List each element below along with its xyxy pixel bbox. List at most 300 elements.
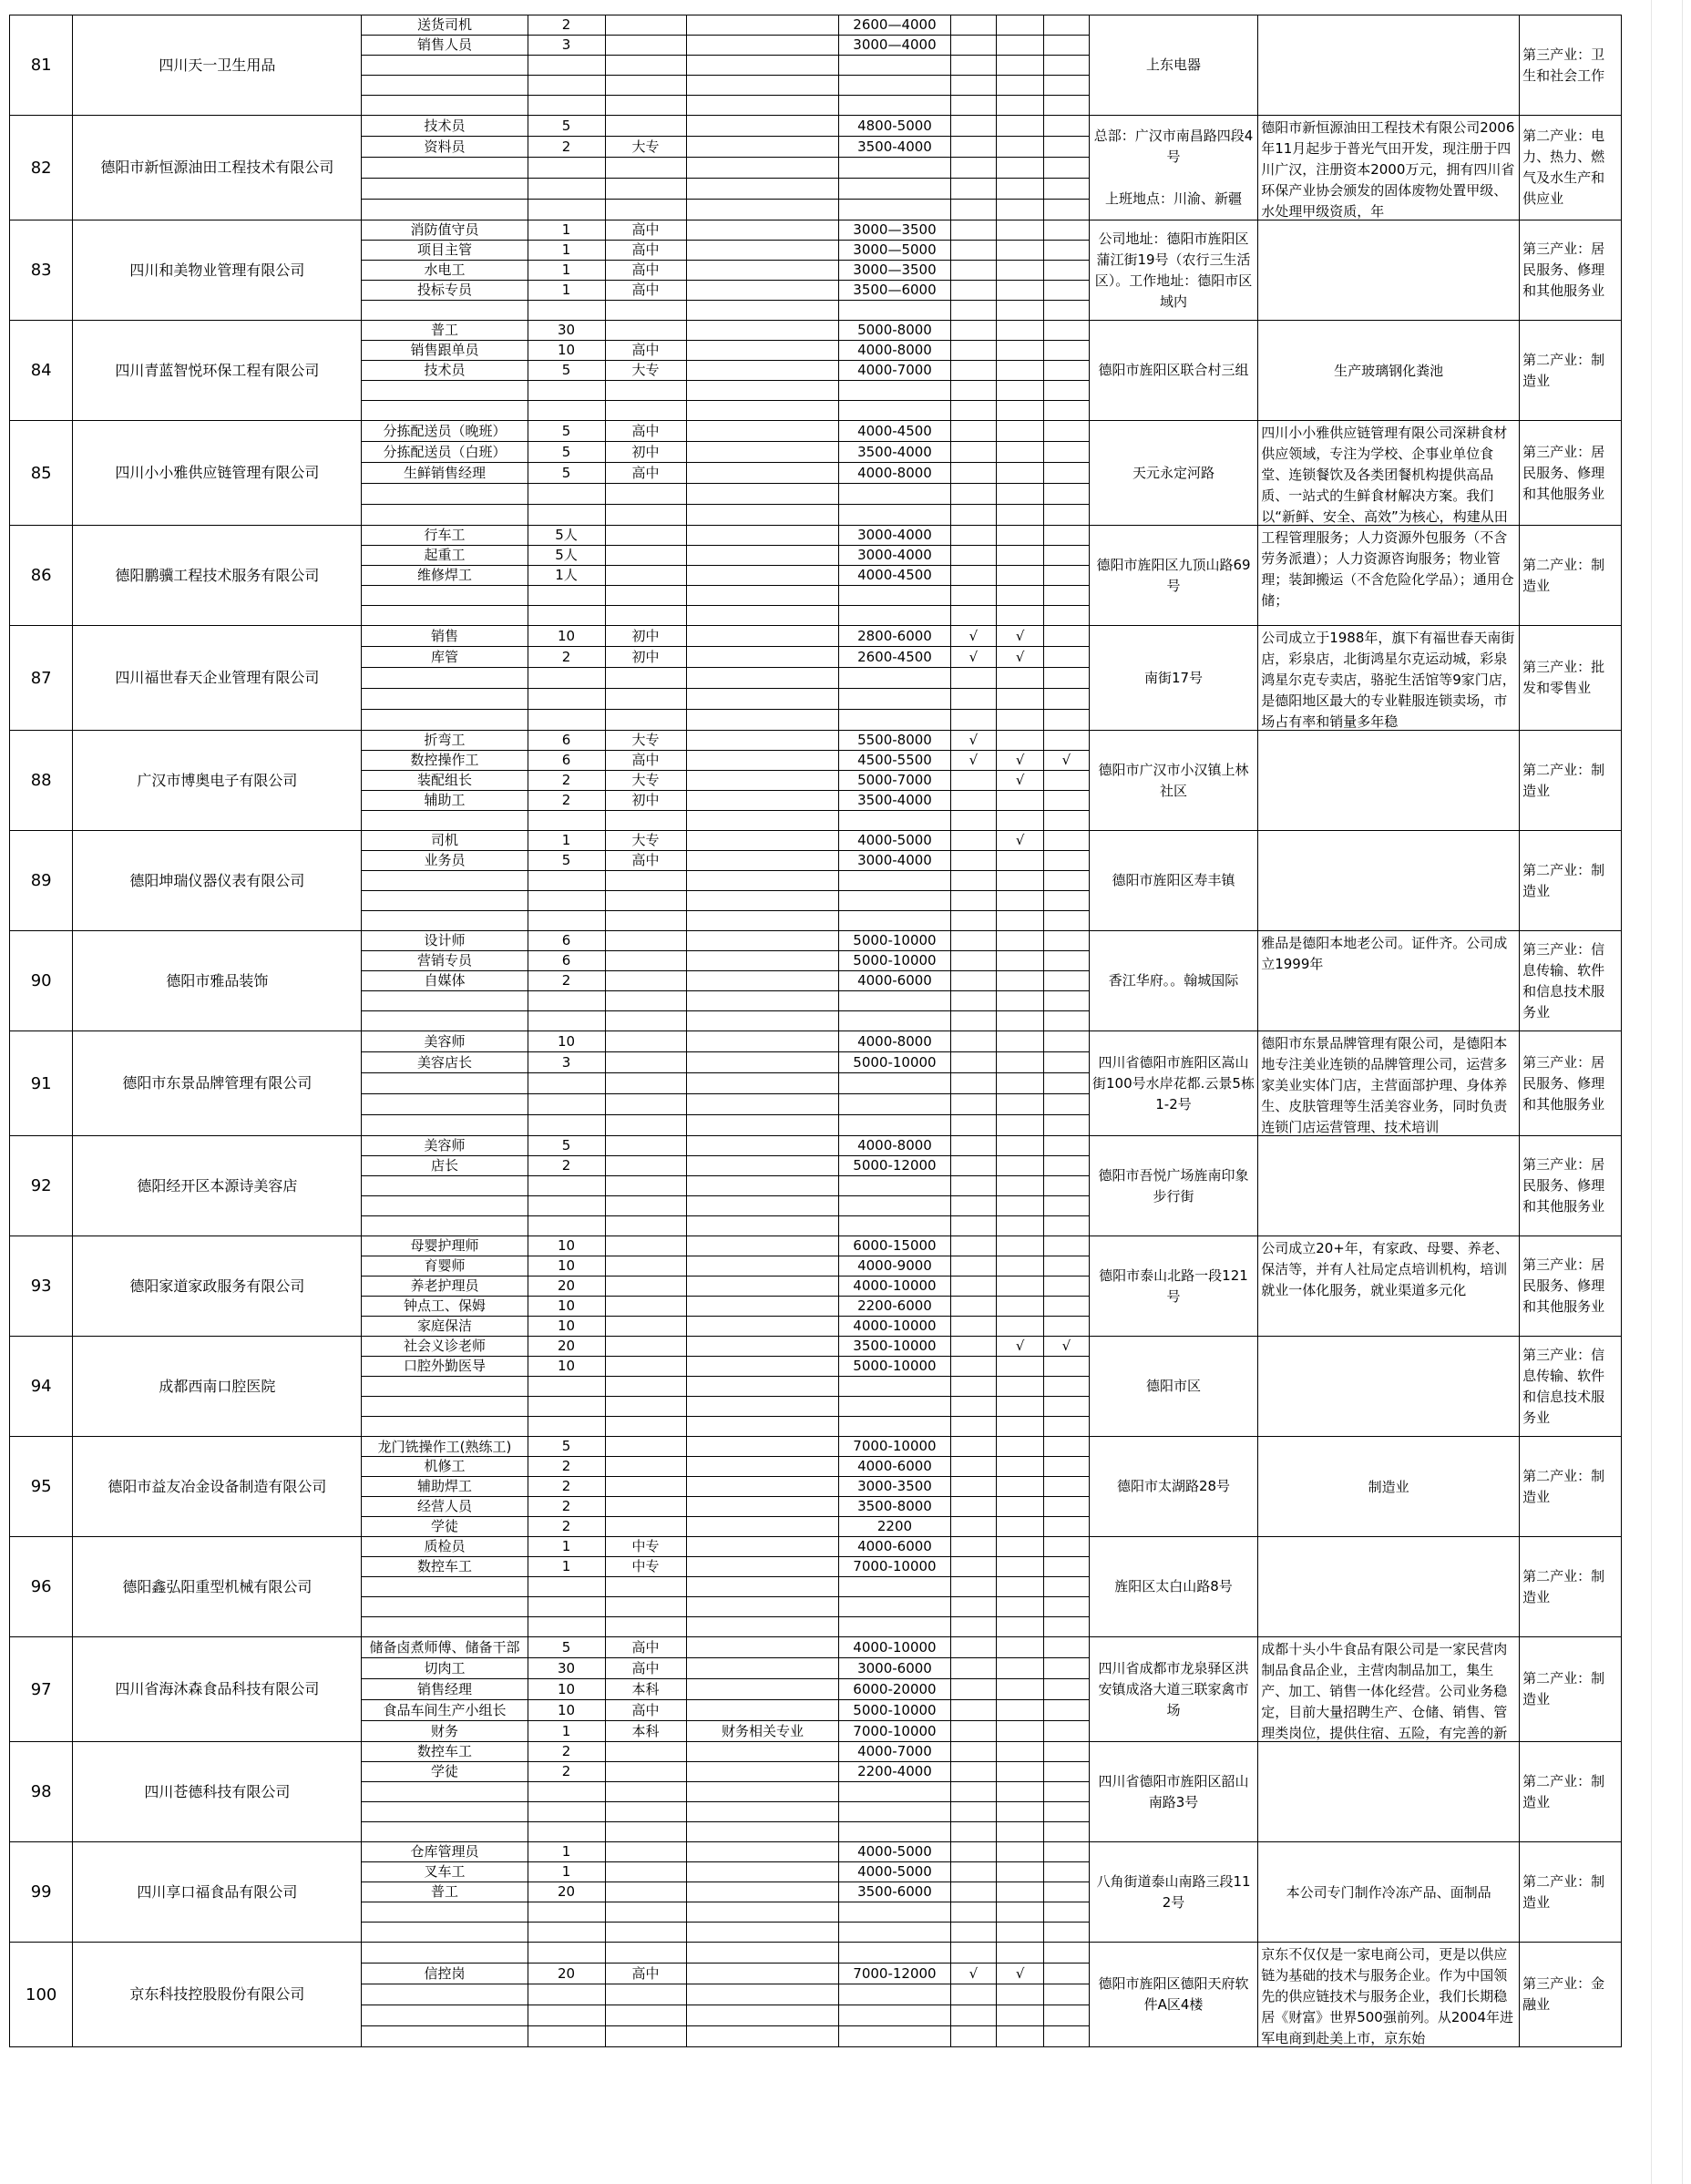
position-major — [686, 1136, 839, 1156]
position-count — [528, 179, 605, 200]
position-b3 — [1044, 647, 1090, 668]
position-salary: 2200-4000 — [839, 1762, 950, 1782]
position-edu — [605, 931, 686, 951]
position-b2 — [997, 1862, 1044, 1882]
company-number: 89 — [10, 831, 73, 931]
position-b3 — [1044, 1277, 1090, 1297]
position-edu — [605, 1742, 686, 1762]
position-edu — [605, 1397, 686, 1417]
position-count: 1 — [528, 220, 605, 241]
position-b3 — [1044, 158, 1090, 179]
position-b3 — [1044, 321, 1090, 341]
position-b2 — [997, 1679, 1044, 1700]
position-edu: 大专 — [605, 361, 686, 381]
position-title — [362, 96, 528, 116]
position-edu — [605, 991, 686, 1011]
position-b3 — [1044, 1216, 1090, 1236]
company-name: 德阳鹏骥工程技术服务有限公司 — [73, 526, 362, 626]
position-salary — [839, 76, 950, 96]
position-b3 — [1044, 2005, 1090, 2026]
position-salary: 5000-10000 — [839, 1700, 950, 1721]
position-b3 — [1044, 526, 1090, 546]
position-edu — [605, 1984, 686, 2005]
position-edu — [605, 1337, 686, 1357]
position-major — [686, 116, 839, 137]
position-b3 — [1044, 1236, 1090, 1256]
position-b2 — [997, 1943, 1044, 1964]
position-count: 1 — [528, 1842, 605, 1862]
company-number: 86 — [10, 526, 73, 626]
position-title: 业务员 — [362, 851, 528, 871]
position-b2 — [997, 1762, 1044, 1782]
position-salary — [839, 56, 950, 76]
position-b2: √ — [997, 751, 1044, 771]
position-b3 — [1044, 1700, 1090, 1721]
position-b1 — [950, 951, 997, 971]
company-intro — [1258, 1943, 1520, 2047]
position-b3 — [1044, 137, 1090, 158]
company-location: 总部：广汉市南昌路四段4号 上班地点：川渝、新疆 — [1089, 116, 1257, 220]
company-number: 87 — [10, 626, 73, 731]
position-edu — [605, 2005, 686, 2026]
position-title: 学徒 — [362, 1517, 528, 1537]
position-b3 — [1044, 1802, 1090, 1822]
company-number: 97 — [10, 1637, 73, 1742]
position-count — [528, 56, 605, 76]
position-b2 — [997, 241, 1044, 261]
position-edu: 高中 — [605, 1964, 686, 1984]
position-b3 — [1044, 1115, 1090, 1136]
position-b3 — [1044, 1031, 1090, 1052]
position-b1 — [950, 1437, 997, 1457]
position-edu — [605, 710, 686, 731]
position-salary: 4000-8000 — [839, 341, 950, 361]
position-b2 — [997, 710, 1044, 731]
position-salary: 3000-3500 — [839, 1477, 950, 1497]
position-salary: 6000-20000 — [839, 1679, 950, 1700]
position-salary: 3500-4000 — [839, 442, 950, 463]
position-salary — [839, 1011, 950, 1031]
position-b1 — [950, 484, 997, 505]
position-salary: 7000-10000 — [839, 1557, 950, 1577]
position-b1 — [950, 179, 997, 200]
position-title: 生鲜销售经理 — [362, 463, 528, 484]
company-name: 四川天一卫生用品 — [73, 15, 362, 116]
position-title — [362, 1782, 528, 1802]
position-title: 销售 — [362, 626, 528, 647]
position-b1 — [950, 1031, 997, 1052]
company-name: 四川苍德科技有限公司 — [73, 1742, 362, 1842]
position-b2 — [997, 791, 1044, 811]
position-b2 — [997, 1923, 1044, 1943]
position-b1 — [950, 96, 997, 116]
company-intro-text: 京东不仅仅是一家电商公司，更是以供应链为基础的技术与服务企业。作为中国领先的供应链技术与服务企业，我们长期稳居《财富》世界500强前列。从2004年进军电商到赴美上市，京东始 — [1261, 1946, 1513, 2046]
position-b3 — [1044, 710, 1090, 731]
position-major — [686, 911, 839, 931]
position-b3 — [1044, 1577, 1090, 1597]
position-edu — [605, 1577, 686, 1597]
position-title: 分拣配送员（晚班） — [362, 421, 528, 442]
position-b3 — [1044, 341, 1090, 361]
position-salary: 5000-7000 — [839, 771, 950, 791]
position-edu — [605, 1862, 686, 1882]
position-b1 — [950, 1882, 997, 1902]
position-edu — [605, 1156, 686, 1176]
company-name: 德阳家道家政服务有限公司 — [73, 1236, 362, 1337]
position-b1 — [950, 261, 997, 281]
position-major — [686, 1457, 839, 1477]
position-title — [362, 991, 528, 1011]
position-edu — [605, 1497, 686, 1517]
company-location: 上东电器 — [1089, 15, 1257, 116]
position-count: 2 — [528, 771, 605, 791]
position-salary — [839, 668, 950, 689]
position-salary: 5000-10000 — [839, 951, 950, 971]
position-salary: 5000-8000 — [839, 321, 950, 341]
position-title: 育婴师 — [362, 1256, 528, 1277]
position-b2 — [997, 484, 1044, 505]
position-major — [686, 1943, 839, 1964]
position-major — [686, 1679, 839, 1700]
position-major — [686, 606, 839, 626]
position-count — [528, 871, 605, 891]
position-count: 6 — [528, 951, 605, 971]
position-b2 — [997, 15, 1044, 36]
position-b3 — [1044, 301, 1090, 321]
position-major — [686, 15, 839, 36]
position-count: 6 — [528, 931, 605, 951]
company-location: 德阳市吾悦广场旌南印象步行街 — [1089, 1136, 1257, 1236]
position-major — [686, 1802, 839, 1822]
position-b3 — [1044, 911, 1090, 931]
position-major — [686, 931, 839, 951]
position-major — [686, 1377, 839, 1397]
position-title: 美容师 — [362, 1031, 528, 1052]
company-name: 德阳经开区本源诗美容店 — [73, 1136, 362, 1236]
position-count — [528, 668, 605, 689]
position-b2 — [997, 1256, 1044, 1277]
company-name: 四川享口福食品有限公司 — [73, 1842, 362, 1943]
company-intro — [1258, 116, 1520, 220]
company-number: 92 — [10, 1136, 73, 1236]
position-b1 — [950, 1902, 997, 1923]
position-b1 — [950, 1742, 997, 1762]
position-count — [528, 606, 605, 626]
position-edu — [605, 891, 686, 911]
company-intro — [1258, 526, 1520, 626]
position-edu — [605, 1115, 686, 1136]
position-major — [686, 1557, 839, 1577]
position-title — [362, 1011, 528, 1031]
position-count: 20 — [528, 1277, 605, 1297]
position-salary: 5000-10000 — [839, 931, 950, 951]
position-title — [362, 1094, 528, 1115]
position-b2 — [997, 442, 1044, 463]
company-number: 96 — [10, 1537, 73, 1637]
position-edu: 中专 — [605, 1537, 686, 1557]
position-major — [686, 179, 839, 200]
position-major — [686, 76, 839, 96]
position-b2 — [997, 341, 1044, 361]
company-intro-text: 生产玻璃钢化粪池 — [1334, 363, 1444, 379]
position-b1: √ — [950, 626, 997, 647]
position-b2: √ — [997, 1964, 1044, 1984]
position-salary: 2200-6000 — [839, 1297, 950, 1317]
company-industry: 第二产业：制造业 — [1520, 1637, 1622, 1742]
position-b3 — [1044, 831, 1090, 851]
table-row — [10, 1337, 1622, 1357]
table-row — [10, 421, 1622, 442]
position-count: 10 — [528, 1031, 605, 1052]
position-b2 — [997, 1517, 1044, 1537]
position-title — [362, 1397, 528, 1417]
position-salary — [839, 1216, 950, 1236]
position-count — [528, 1417, 605, 1437]
position-count: 2 — [528, 1762, 605, 1782]
position-count: 10 — [528, 626, 605, 647]
position-b1 — [950, 811, 997, 831]
position-count — [528, 586, 605, 606]
position-major — [686, 1782, 839, 1802]
position-title: 维修焊工 — [362, 566, 528, 586]
company-intro — [1258, 1742, 1520, 1842]
company-intro — [1258, 1637, 1520, 1742]
company-industry: 第二产业：电力、热力、燃气及水生产和供应业 — [1520, 116, 1622, 220]
position-count: 10 — [528, 1679, 605, 1700]
position-salary — [839, 401, 950, 421]
position-title — [362, 1417, 528, 1437]
position-salary: 4000-8000 — [839, 1031, 950, 1052]
position-title: 信控岗 — [362, 1964, 528, 1984]
position-b1 — [950, 1842, 997, 1862]
position-b1 — [950, 1943, 997, 1964]
position-major — [686, 484, 839, 505]
position-count: 2 — [528, 971, 605, 991]
position-major — [686, 421, 839, 442]
position-b3 — [1044, 1742, 1090, 1762]
company-name: 四川小小雅供应链管理有限公司 — [73, 421, 362, 526]
position-salary: 4000-4500 — [839, 421, 950, 442]
position-edu — [605, 1437, 686, 1457]
position-b1 — [950, 1802, 997, 1822]
position-count — [528, 2005, 605, 2026]
position-b2 — [997, 301, 1044, 321]
table-row — [10, 15, 1622, 36]
position-edu — [605, 1236, 686, 1256]
position-major — [686, 463, 839, 484]
position-major — [686, 341, 839, 361]
position-b3 — [1044, 731, 1090, 751]
position-b3 — [1044, 1984, 1090, 2005]
position-title: 店长 — [362, 1156, 528, 1176]
position-salary — [839, 381, 950, 401]
position-b1 — [950, 526, 997, 546]
position-b3 — [1044, 381, 1090, 401]
company-number: 83 — [10, 220, 73, 321]
position-count: 30 — [528, 1658, 605, 1679]
position-b1 — [950, 1782, 997, 1802]
company-number: 100 — [10, 1943, 73, 2047]
position-title: 普工 — [362, 1882, 528, 1902]
position-b2 — [997, 1417, 1044, 1437]
position-title: 装配组长 — [362, 771, 528, 791]
company-intro-text: 成都十头小牛食品有限公司是一家民营肉制品食品企业，主营肉制品加工，集生产、加工、销售一体化经营。公司业务稳定，目前大量招聘生产、仓储、销售、管理类岗位，提供住宿、五险，有完善的新 — [1261, 1641, 1508, 1741]
position-edu — [605, 15, 686, 36]
company-name: 德阳市雅品装饰 — [73, 931, 362, 1031]
position-count: 1 — [528, 1862, 605, 1882]
position-title — [362, 1902, 528, 1923]
position-b1 — [950, 442, 997, 463]
position-title: 食品车间生产小组长 — [362, 1700, 528, 1721]
table-row — [10, 1943, 1622, 1964]
position-title — [362, 710, 528, 731]
position-title — [362, 1802, 528, 1822]
company-location: 德阳市旌阳区联合村三组 — [1089, 321, 1257, 421]
position-title: 技术员 — [362, 116, 528, 137]
position-edu — [605, 1176, 686, 1196]
position-count: 2 — [528, 1497, 605, 1517]
position-edu: 大专 — [605, 731, 686, 751]
position-b2 — [997, 321, 1044, 341]
position-count — [528, 1115, 605, 1136]
position-b3 — [1044, 871, 1090, 891]
position-b3 — [1044, 1357, 1090, 1377]
position-b2 — [997, 1557, 1044, 1577]
position-b1 — [950, 200, 997, 220]
position-major — [686, 1842, 839, 1862]
position-title: 经营人员 — [362, 1497, 528, 1517]
position-edu: 高中 — [605, 463, 686, 484]
position-b2 — [997, 871, 1044, 891]
table-row — [10, 831, 1622, 851]
position-major — [686, 220, 839, 241]
position-title: 数控操作工 — [362, 751, 528, 771]
position-count: 5 — [528, 463, 605, 484]
position-edu: 高中 — [605, 851, 686, 871]
position-count: 2 — [528, 1517, 605, 1537]
company-location: 德阳市太湖路28号 — [1089, 1437, 1257, 1537]
position-b1 — [950, 1517, 997, 1537]
position-b2: √ — [997, 647, 1044, 668]
position-title: 起重工 — [362, 546, 528, 566]
position-b3 — [1044, 626, 1090, 647]
position-title: 辅助工 — [362, 791, 528, 811]
position-edu — [605, 1297, 686, 1317]
position-b2 — [997, 1497, 1044, 1517]
position-major — [686, 442, 839, 463]
position-major — [686, 56, 839, 76]
position-edu — [605, 116, 686, 137]
position-major — [686, 971, 839, 991]
position-b1 — [950, 606, 997, 626]
company-intro-text: 本公司专门制作冷冻产品、面制品 — [1286, 1884, 1491, 1901]
position-edu — [605, 546, 686, 566]
position-b3: √ — [1044, 751, 1090, 771]
position-major — [686, 1031, 839, 1052]
position-b1: √ — [950, 751, 997, 771]
position-count: 1 — [528, 1557, 605, 1577]
position-title: 辅助焊工 — [362, 1477, 528, 1497]
position-count — [528, 505, 605, 526]
position-title — [362, 1597, 528, 1617]
company-intro-text: 雅品是德阳本地老公司。证件齐。公司成立1999年 — [1261, 935, 1508, 972]
position-title: 口腔外勤医导 — [362, 1357, 528, 1377]
position-major — [686, 1196, 839, 1216]
position-count: 2 — [528, 1477, 605, 1497]
position-count: 2 — [528, 1742, 605, 1762]
position-b1 — [950, 1357, 997, 1377]
position-edu — [605, 1762, 686, 1782]
table-row — [10, 1537, 1622, 1557]
position-salary: 3500-8000 — [839, 1497, 950, 1517]
position-count: 5 — [528, 361, 605, 381]
position-edu — [605, 1842, 686, 1862]
position-b3 — [1044, 1497, 1090, 1517]
company-location: 南街17号 — [1089, 626, 1257, 731]
position-count — [528, 891, 605, 911]
position-title — [362, 2005, 528, 2026]
position-major — [686, 831, 839, 851]
position-b2 — [997, 1902, 1044, 1923]
company-number: 82 — [10, 116, 73, 220]
position-title: 学徒 — [362, 1762, 528, 1782]
company-location: 德阳市旌阳区九顶山路69号 — [1089, 526, 1257, 626]
position-title — [362, 381, 528, 401]
position-b3 — [1044, 200, 1090, 220]
position-b3 — [1044, 220, 1090, 241]
position-b1 — [950, 1337, 997, 1357]
position-salary: 5000-12000 — [839, 1156, 950, 1176]
company-industry: 第三产业：卫生和社会工作 — [1520, 15, 1622, 116]
company-intro — [1258, 626, 1520, 731]
position-salary: 5000-10000 — [839, 1052, 950, 1073]
position-edu — [605, 56, 686, 76]
position-salary — [839, 1196, 950, 1216]
position-b3 — [1044, 281, 1090, 301]
position-title: 钟点工、保姆 — [362, 1297, 528, 1317]
position-salary: 4000-6000 — [839, 971, 950, 991]
position-salary — [839, 991, 950, 1011]
position-b2: √ — [997, 1337, 1044, 1357]
position-b1 — [950, 76, 997, 96]
position-b3 — [1044, 1822, 1090, 1842]
position-count: 2 — [528, 137, 605, 158]
position-edu — [605, 1517, 686, 1537]
position-major — [686, 1637, 839, 1658]
job-listing-sheet — [9, 15, 1622, 2047]
position-count: 6 — [528, 731, 605, 751]
position-edu — [605, 301, 686, 321]
position-count: 5人 — [528, 546, 605, 566]
position-b3 — [1044, 241, 1090, 261]
position-title: 消防值守员 — [362, 220, 528, 241]
position-b3 — [1044, 15, 1090, 36]
position-salary: 6000-15000 — [839, 1236, 950, 1256]
table-row — [10, 1236, 1622, 1256]
position-major — [686, 1597, 839, 1617]
position-b2 — [997, 1377, 1044, 1397]
position-title: 司机 — [362, 831, 528, 851]
position-b3 — [1044, 36, 1090, 56]
position-edu: 高中 — [605, 421, 686, 442]
position-count — [528, 1822, 605, 1842]
position-b2 — [997, 1094, 1044, 1115]
position-salary — [839, 1597, 950, 1617]
position-salary: 4500-5500 — [839, 751, 950, 771]
position-title: 分拣配送员（白班） — [362, 442, 528, 463]
position-b2 — [997, 220, 1044, 241]
position-b1 — [950, 1700, 997, 1721]
